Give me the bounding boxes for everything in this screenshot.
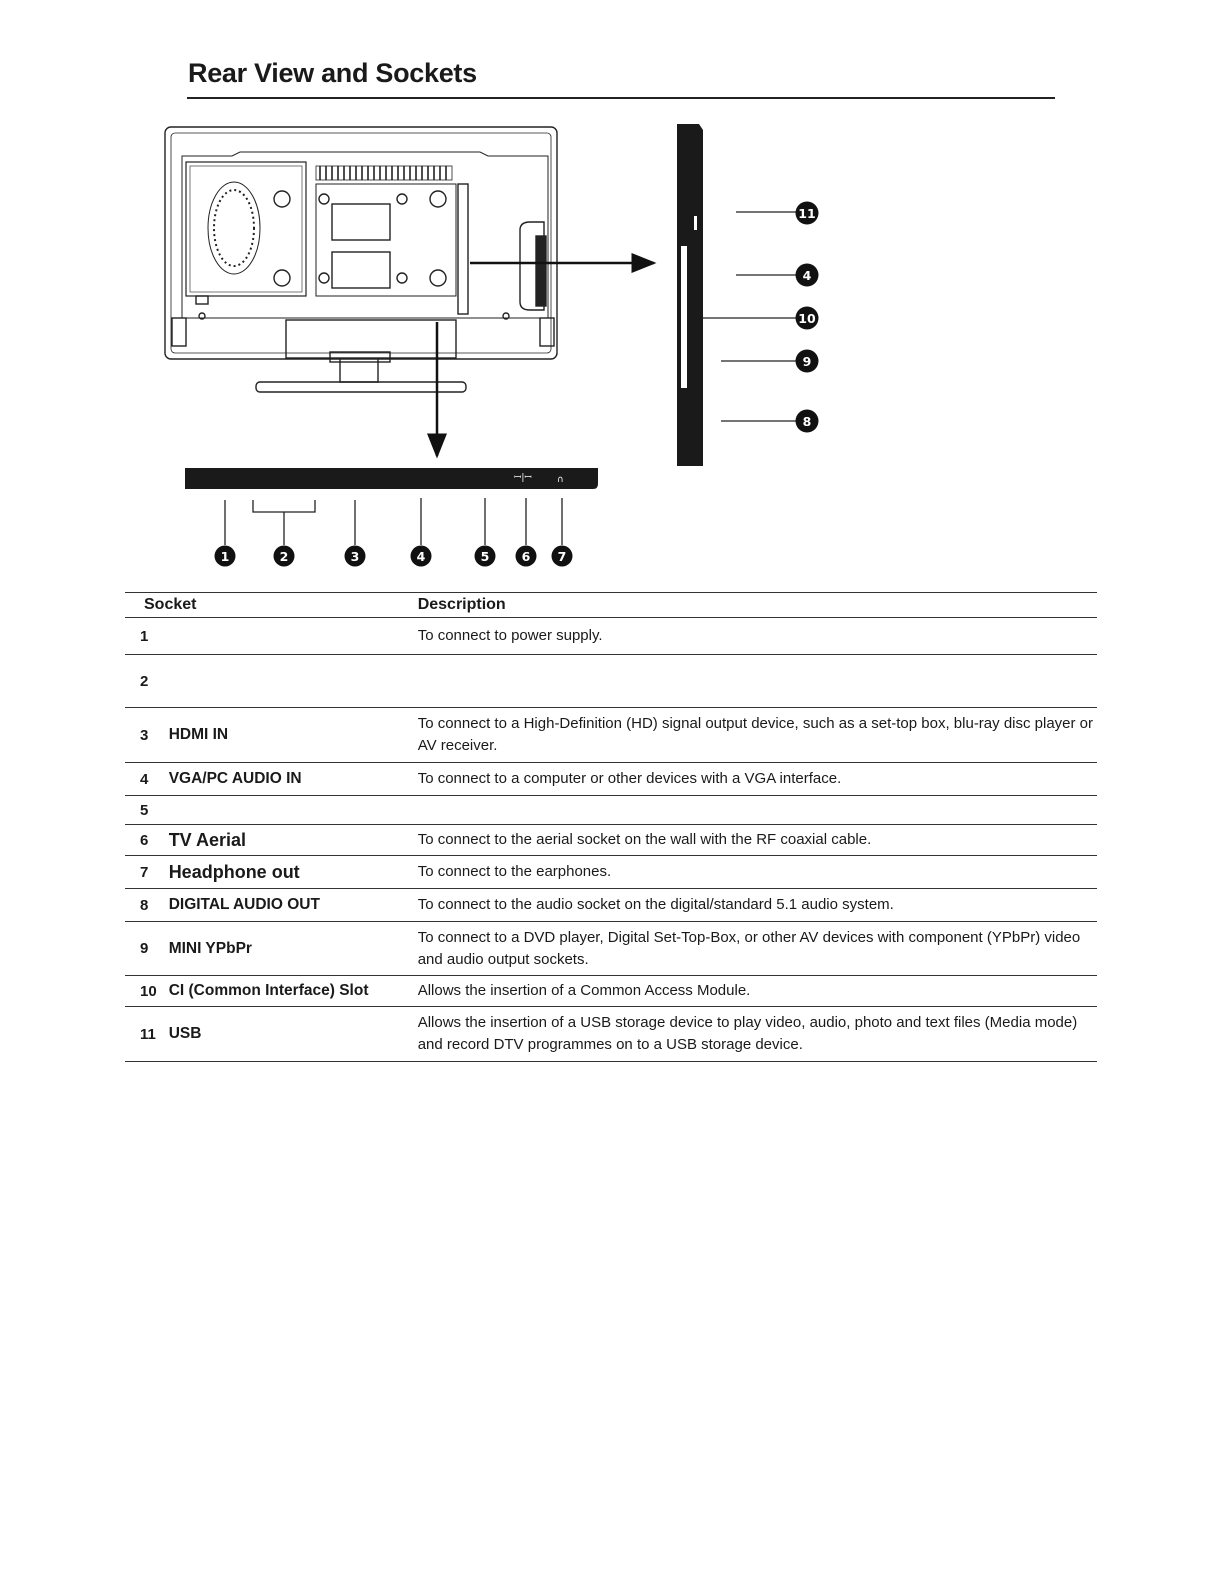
socket-name: Headphone out bbox=[157, 856, 418, 889]
table-row bbox=[125, 825, 1097, 856]
sockets-table bbox=[125, 592, 1097, 1062]
socket-description: Allows the insertion of a Common Access Module. bbox=[418, 976, 1097, 1007]
table-row bbox=[125, 922, 1097, 976]
svg-text:10: 10 bbox=[798, 311, 816, 326]
socket-description: To connect to the audio socket on the digital/standard 5.1 audio system. bbox=[418, 889, 1097, 922]
socket-description: To connect to power supply. bbox=[418, 618, 1097, 655]
table-row bbox=[125, 655, 1097, 708]
socket-number: 5 bbox=[125, 796, 157, 825]
svg-text:9: 9 bbox=[802, 354, 812, 369]
callout-4-side bbox=[796, 264, 819, 287]
socket-number: 6 bbox=[125, 825, 157, 856]
callout-1 bbox=[215, 546, 236, 567]
callout-5 bbox=[475, 546, 496, 567]
svg-text:4: 4 bbox=[416, 549, 426, 564]
table-row bbox=[125, 1007, 1097, 1062]
table-row bbox=[125, 763, 1097, 796]
headphone-port-mark: ∩ bbox=[557, 475, 564, 485]
svg-text:6: 6 bbox=[521, 549, 531, 564]
table-row bbox=[125, 856, 1097, 889]
socket-number: 1 bbox=[125, 618, 157, 655]
page-title: Rear View and Sockets bbox=[188, 58, 477, 88]
table-row bbox=[125, 796, 1097, 825]
socket-name bbox=[157, 618, 418, 655]
socket-description bbox=[418, 796, 1097, 825]
svg-text:1: 1 bbox=[220, 549, 230, 564]
socket-name bbox=[157, 796, 418, 825]
socket-number: 4 bbox=[125, 763, 157, 796]
socket-description: To connect to the earphones. bbox=[418, 856, 1097, 889]
table-row bbox=[125, 708, 1097, 763]
bottom-connector-strip bbox=[185, 468, 598, 489]
socket-number: 2 bbox=[125, 655, 157, 708]
side-connector-panel bbox=[677, 124, 703, 466]
socket-number: 11 bbox=[125, 1007, 157, 1062]
callout-2 bbox=[274, 546, 295, 567]
svg-text:4: 4 bbox=[802, 268, 812, 283]
socket-name: TV Aerial bbox=[157, 825, 418, 856]
callout-7 bbox=[552, 546, 573, 567]
header-description: Description bbox=[418, 593, 1097, 618]
bottom-leader-lines bbox=[225, 498, 562, 545]
socket-number: 7 bbox=[125, 856, 157, 889]
socket-description: To connect to a DVD player, Digital Set-Top-Box, or other AV devices with component (YPbPr) video and audio output sockets. bbox=[418, 922, 1097, 976]
socket-name: CI (Common Interface) Slot bbox=[157, 976, 418, 1007]
socket-name bbox=[157, 655, 418, 708]
aerial-port-mark: ꟷ|ꟷ bbox=[514, 473, 532, 483]
socket-number: 3 bbox=[125, 708, 157, 763]
svg-text:11: 11 bbox=[798, 206, 816, 221]
socket-name: DIGITAL AUDIO OUT bbox=[157, 889, 418, 922]
callout-11 bbox=[796, 202, 819, 225]
table-row bbox=[125, 976, 1097, 1007]
socket-number: 9 bbox=[125, 922, 157, 976]
socket-description: To connect to a computer or other devices with a VGA interface. bbox=[418, 763, 1097, 796]
svg-text:3: 3 bbox=[350, 549, 360, 564]
callout-3 bbox=[345, 546, 366, 567]
callout-6 bbox=[516, 546, 537, 567]
svg-text:5: 5 bbox=[480, 549, 490, 564]
callout-4-bottom bbox=[411, 546, 432, 567]
header-socket: Socket bbox=[125, 593, 418, 618]
callout-9 bbox=[796, 350, 819, 373]
table-header-row bbox=[125, 593, 1097, 618]
socket-description: To connect to a High-Definition (HD) signal output device, such as a set-top box, blu-ray disc player or AV receiver. bbox=[418, 708, 1097, 763]
socket-number: 8 bbox=[125, 889, 157, 922]
svg-text:2: 2 bbox=[279, 549, 289, 564]
svg-text:7: 7 bbox=[557, 549, 567, 564]
table-row bbox=[125, 889, 1097, 922]
socket-name: VGA/PC AUDIO IN bbox=[157, 763, 418, 796]
table-row bbox=[125, 618, 1097, 655]
svg-text:8: 8 bbox=[802, 414, 812, 429]
side-leader-lines bbox=[703, 212, 796, 421]
socket-description bbox=[418, 655, 1097, 708]
socket-description: To connect to the aerial socket on the wall with the RF coaxial cable. bbox=[418, 825, 1097, 856]
socket-description: Allows the insertion of a USB storage device to play video, audio, photo and text files (Media mode) and record DTV programmes on to a USB storage device. bbox=[418, 1007, 1097, 1062]
callout-8 bbox=[796, 410, 819, 433]
tv-rear-illustration bbox=[165, 127, 557, 392]
rear-view-diagram bbox=[0, 0, 1224, 590]
socket-name: HDMI IN bbox=[157, 708, 418, 763]
socket-name: USB bbox=[157, 1007, 418, 1062]
socket-number: 10 bbox=[125, 976, 157, 1007]
socket-name: MINI YPbPr bbox=[157, 922, 418, 976]
callout-10 bbox=[796, 307, 819, 330]
